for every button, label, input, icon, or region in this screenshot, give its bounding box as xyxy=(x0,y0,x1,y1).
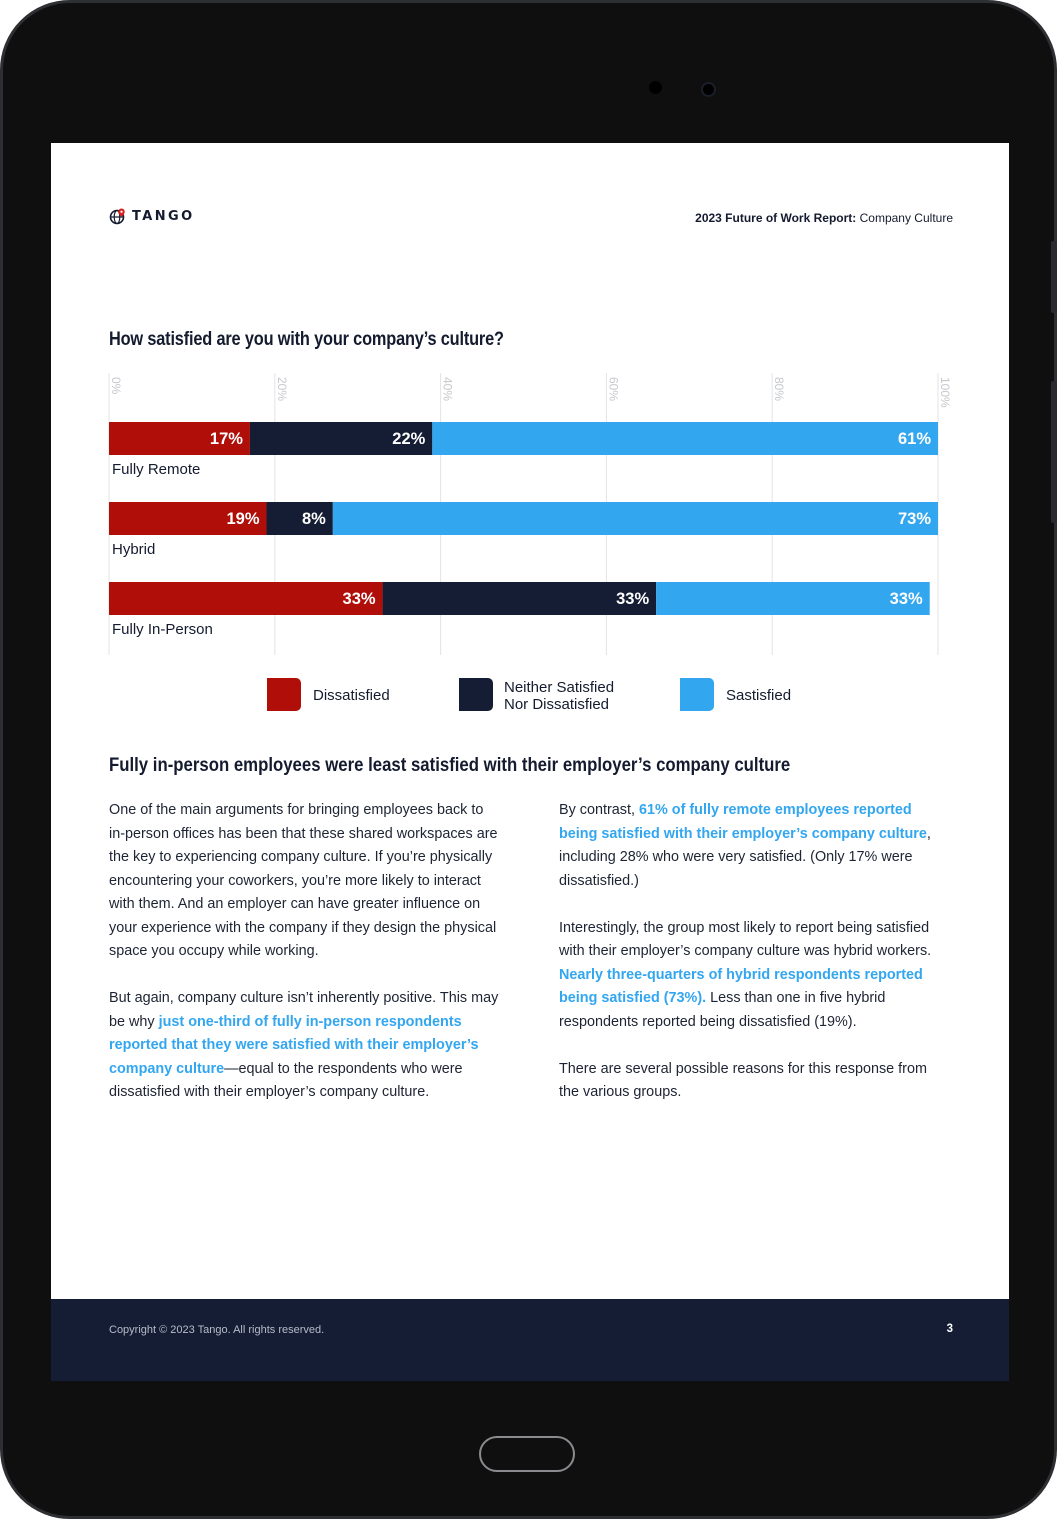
bar-segment xyxy=(383,582,657,615)
logo-wordmark: TANGO xyxy=(132,208,195,224)
x-tick-label: 60% xyxy=(606,377,621,402)
legend-swatch xyxy=(680,678,714,711)
x-tick-label: 0% xyxy=(109,377,123,395)
tango-logo xyxy=(109,207,195,225)
highlight-text: 61% of fully remote employees reported being satisfied with their employer’s company culture xyxy=(559,802,927,842)
report-title xyxy=(695,211,953,225)
legend-swatch xyxy=(459,678,493,711)
globe-pin-icon xyxy=(109,207,127,225)
copyright-text: Copyright © 2023 Tango. All rights reserved. xyxy=(109,1324,325,1336)
paragraph xyxy=(109,987,499,1105)
x-tick-label: 100% xyxy=(938,377,952,408)
bar-segment xyxy=(333,502,938,535)
highlight-text: Nearly three-quarters of hybrid respondents reported being satisfied (73%). xyxy=(559,966,923,1006)
paragraph-text: , including 28% who were very satisfied. (Only 17% were dissatisfied.) xyxy=(559,825,931,889)
highlight-text: just one-third of fully in-person respondents reported that they were satisfied with their employer’s company culture xyxy=(109,1013,479,1077)
paragraph xyxy=(559,799,949,893)
paragraph-text: But again, company culture isn’t inherently positive. This may be why xyxy=(109,990,499,1030)
legend-swatch xyxy=(267,678,301,711)
sensor-lens xyxy=(701,82,716,97)
paragraph-text: By contrast, xyxy=(559,802,639,818)
data-label: 22% xyxy=(392,430,426,448)
legend-label: Sastisfied xyxy=(726,687,792,704)
paragraph-text: —equal to the respondents who were dissatisfied with their employer’s company culture. xyxy=(109,1060,463,1100)
data-label: 33% xyxy=(889,590,923,608)
legend-label: Dissatisfied xyxy=(313,687,390,704)
home-button[interactable] xyxy=(479,1436,575,1472)
category-label: Hybrid xyxy=(112,541,156,558)
page-number: 3 xyxy=(946,1323,953,1335)
left-text-column xyxy=(109,799,499,1128)
data-label: 73% xyxy=(897,510,931,528)
paragraph: There are several possible reasons for this response from the various groups. xyxy=(559,1060,927,1100)
paragraph-text: Less than one in five hybrid respondents reported being dissatisfied (19%). xyxy=(559,990,886,1030)
camera-lens xyxy=(649,81,662,94)
report-title-bold: 2023 Future of Work Report: xyxy=(695,211,857,225)
data-label: 33% xyxy=(342,590,376,608)
stacked-bar-chart xyxy=(51,363,1009,723)
volume-button[interactable] xyxy=(1051,241,1057,313)
data-label: 61% xyxy=(897,430,931,448)
legend-label: Neither Satisfied xyxy=(504,679,615,696)
power-button[interactable] xyxy=(1051,381,1057,523)
page-footer xyxy=(51,1299,1009,1381)
x-tick-label: 20% xyxy=(274,377,289,402)
x-tick-label: 40% xyxy=(440,377,455,402)
right-text-column xyxy=(559,799,949,1128)
chart-title: How satisfied are you with your company’s culture? xyxy=(109,329,504,350)
data-label: 17% xyxy=(209,430,243,448)
bar-segment xyxy=(109,582,383,615)
paragraph xyxy=(559,917,949,1035)
section-title: Fully in-person employees were least satisfied with their employer’s company culture xyxy=(109,754,791,776)
category-label: Fully In-Person xyxy=(112,621,213,638)
category-label: Fully Remote xyxy=(112,461,201,478)
paragraph: One of the main arguments for bringing employees back to in-person offices has been that these shared workspaces are the key to experiencing company culture. If you’re physically encountering your coworkers, you’re more likely to interact with them. And an employer can have greater influence on your experience with the company if they design the physical space you occupy while working. xyxy=(109,802,498,959)
paragraph-text: Interestingly, the group most likely to report being satisfied with their employer’s company culture was hybrid workers. xyxy=(559,919,932,959)
data-label: 19% xyxy=(226,510,260,528)
data-label: 33% xyxy=(616,590,650,608)
legend-label: Nor Dissatisfied xyxy=(504,696,610,713)
report-title-section: Company Culture xyxy=(856,211,953,225)
bar-segment xyxy=(432,422,938,455)
x-tick-label: 80% xyxy=(772,377,787,402)
document-page xyxy=(51,143,1009,1381)
bar-segment xyxy=(656,582,930,615)
data-label: 8% xyxy=(301,510,326,528)
